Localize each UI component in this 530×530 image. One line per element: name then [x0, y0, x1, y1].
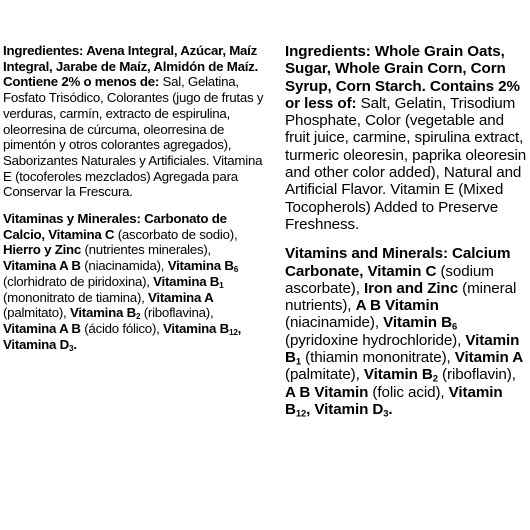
spanish-ingredients-paragraph [3, 43, 265, 200]
subscript-text: 6 [233, 265, 239, 275]
text-run: (niacinamide), [285, 314, 384, 332]
text-run: (clorhidrato de piridoxina), [3, 273, 154, 289]
bold-text-run: Ingredientes: Avena Integral, Azúcar, Maíz Integral, Jarabe de Maíz, Almidón de Maíz. Contiene 2% o menos de: [3, 43, 259, 90]
bold-text-run: Ingredients: Whole Grain Oats, Sugar, Whole Grain Corn, Corn Syrup, Corn Starch. Contains 2% or less of: [285, 43, 520, 112]
bold-text-run: Vitamina B [153, 273, 220, 289]
text-run: (ascorbato de sodio), [114, 226, 238, 242]
subscript-text: 1 [295, 355, 302, 367]
text-run: (nutrientes minerales), [81, 242, 212, 258]
text-run: (ácido fólico), [80, 320, 164, 336]
text-run: (mineral nutrients), [285, 279, 517, 315]
bold-text-run: . [388, 400, 393, 418]
bold-text-run: Vitamin B [285, 383, 503, 418]
bold-text-run: Vitamin B [363, 366, 433, 384]
bold-text-run: Vitamina B [69, 305, 136, 321]
english-vitamins-paragraph [285, 245, 527, 418]
text-run: Salt, Gelatin, Trisodium Phosphate, Color (vegetable and fruit juice, carmine, spirulina extract, turmeric oleoresin, paprika oleoresin and other color added), Natural and Artificial Flavor. Vitamin E (Mixed Tocopherols) Added to Preserve Freshness. [285, 94, 527, 233]
subscript-text: 3 [68, 343, 74, 353]
bold-text-run: Hierro y Zinc [3, 242, 82, 258]
text-run: (thiamin mononitrate), [301, 349, 455, 367]
bold-text-run: Vitamins and Minerals: Calcium Carbonate, Vitamin C [285, 245, 511, 280]
text-run: (riboflavina), [140, 305, 214, 321]
bold-text-run: Vitamin B [383, 314, 452, 332]
english-ingredients-paragraph [285, 43, 527, 233]
subscript-text: 2 [135, 312, 141, 322]
text-run: (sodium ascorbate), [285, 262, 494, 297]
text-run: (mononitrato de tiamina), [3, 289, 149, 305]
text-run: (palmitate), [285, 366, 364, 384]
subscript-text: 1 [219, 280, 224, 290]
text-run: (pyridoxine hydrochloride), [285, 331, 466, 349]
text-run: (niacinamida), [80, 258, 168, 274]
bold-text-run: A B Vitamin [355, 297, 439, 315]
bold-text-run: , Vitamin D [306, 400, 384, 418]
text-run: (folic acid), [368, 383, 449, 401]
bold-text-run: Vitamin A [454, 349, 524, 367]
subscript-text: 12 [295, 407, 307, 419]
text-run: (riboflavin), [437, 366, 516, 384]
bold-text-run: Vitamin B [285, 331, 520, 367]
bold-text-run: Vitamina A B [3, 258, 81, 274]
bold-text-run: A B Vitamin [285, 383, 369, 401]
bold-text-run: Vitamina A [148, 289, 214, 305]
subscript-text: 6 [451, 320, 458, 332]
text-run: Sal, Gelatina, Fosfato Trisódico, Colorantes (jugo de frutas y verduras, carmín, extracto de espirulina, oleorresina de cúrcuma, oleorresina de pimentón y otros colorantes agregados), Saborizantes Naturales y Artificiales. Vitamina E (tocoferoles mezclados) Agregada para Conservar la Frescura. [3, 74, 264, 200]
bold-text-run: Iron and Zinc [364, 279, 459, 297]
bold-text-run: Vitamina B [167, 258, 234, 274]
spanish-label-column [3, 43, 265, 352]
bold-text-run: , Vitamina D [3, 320, 242, 352]
bold-text-run: . [73, 336, 77, 352]
bold-text-run: Vitamina B [163, 320, 229, 336]
spanish-vitamins-paragraph [3, 211, 265, 352]
english-label-column [285, 43, 527, 418]
text-run: (palmitato), [3, 305, 70, 321]
bold-text-run: Vitamina A B [3, 320, 81, 336]
subscript-text: 2 [432, 372, 438, 384]
bold-text-run: Vitaminas y Minerales: Carbonato de Calcio, Vitamina C [3, 211, 227, 242]
subscript-text: 12 [229, 328, 238, 337]
subscript-text: 3 [383, 407, 389, 419]
